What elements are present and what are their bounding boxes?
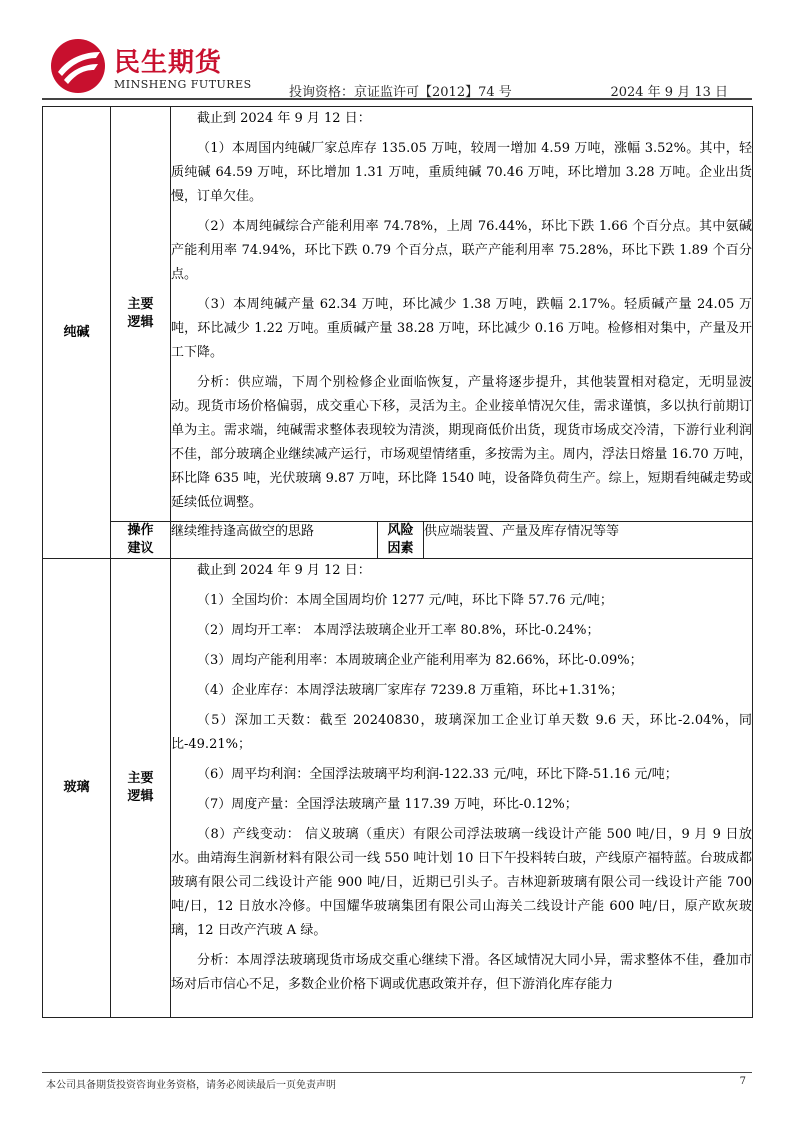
soda-analysis: 分析：供应端，下周个别检修企业面临恢复，产量将逐步提升，其他装置相对稳定，无明显波动。现货市场价格偏弱，成交重心下移，灵活为主。企业接单情况欠佳，需求谨慎，多以执行前期订单为主。需求端，纯碱需求整体表现较为清淡，期现商低价出货，现货市场成交冷清，下游行业利润不佳，部分玻璃企业继续减产运行，市场观望情绪重，多按需为主。周内，浮法日熔量 16.70 万吨，环比降 635 吨，光伏玻璃 9.87 万吨，环比降 1540 吨，设备降负荷生产。综上，短期看纯碱走势或延续低位调整。 (171, 375, 752, 510)
glass-logic-content (171, 559, 753, 1018)
glass-point-1: （1）全国均价：本周全国周均价 1277 元/吨，环比下降 57.76 元/吨； (197, 593, 613, 608)
soda-point-2: （2）本周纯碱综合产能利用率 74.78%，上周 76.44%，环比下跌 1.66 个百分点。其中氨碱产能利用率 74.94%，环比下跌 0.79 个百分点，联产产能利用率 75.28%，环比下跌 1.89 个百分点。 (171, 219, 752, 282)
commodity-table (42, 106, 753, 1018)
report-date: 2024 年 9 月 13 日 (610, 85, 728, 100)
page-number: 7 (739, 1076, 746, 1087)
glass-point-2: （2）周均开工率： 本周浮法玻璃企业开工率 80.8%，环比-0.24%； (197, 623, 600, 638)
glass-logic-row (43, 559, 753, 1018)
glass-analysis: 分析：本周浮法玻璃现货市场成交重心继续下滑。各区域情况大同小异，需求整体不佳，叠加市场对后市信心不足，多数企业价格下调或优惠政策并存，但下游消化库存能力 (171, 953, 752, 992)
glass-point-8: （8）产线变动： 信义玻璃（重庆）有限公司浮法玻璃一线设计产能 500 吨/日，9 月 9 日放水。曲靖海生润新材料有限公司一线 550 吨计划 10 日下午投料转白玻，产线原产福特蓝。台玻成都玻璃有限公司二线设计产能 900 吨/日，近期已引头子。吉林迎新玻璃有限公司一线设计产能 700 吨/日，12 日放水冷修。中国耀华玻璃集团有限公司山海关二线设计产能 600 吨/日，原产欧灰玻璃，12 日改产汽玻 A 绿。 (171, 827, 752, 938)
minsheng-logo-icon (50, 38, 106, 94)
soda-intro: 截止到 2024 年 9 月 12 日： (197, 111, 371, 126)
soda-advice-row (43, 522, 753, 559)
soda-logic-content (171, 107, 753, 522)
soda-risk-label: 风险 因素 (378, 522, 424, 559)
header-divider (42, 98, 752, 100)
category-soda: 纯碱 (43, 107, 111, 559)
glass-point-5: （5）深加工天数：截至 20240830，玻璃深加工企业订单天数 9.6 天，环比-2.04%，同比-49.21%； (171, 713, 752, 752)
soda-logic-label: 主要 逻辑 (111, 107, 171, 522)
footer-divider (42, 1072, 752, 1073)
footer-disclaimer: 本公司具备期货投资咨询业务资格，请务必阅读最后一页免责声明 (46, 1080, 336, 1091)
page-header (42, 38, 752, 102)
glass-logic-label: 主要 逻辑 (111, 559, 171, 1018)
category-glass: 玻璃 (43, 559, 111, 1018)
soda-point-3: （3）本周纯碱产量 62.34 万吨，环比减少 1.38 万吨，跌幅 2.17%。轻质碱产量 24.05 万吨，环比减少 1.22 万吨。重质碱产量 38.28 万吨，环比减少 0.16 万吨。检修相对集中，产量及开工下降。 (171, 297, 752, 360)
soda-point-1: （1）本周国内纯碱厂家总库存 135.05 万吨，较周一增加 4.59 万吨，涨幅 3.52%。其中，轻质纯碱 64.59 万吨，环比增加 1.31 万吨，重质纯碱 70.46 万吨，环比增加 3.28 万吨。企业出货慢，订单欠佳。 (171, 141, 752, 204)
soda-logic-row (43, 107, 753, 522)
soda-op-text: 继续维持逢高做空的思路 (171, 522, 378, 559)
glass-point-4: （4）企业库存：本周浮法玻璃厂家库存 7239.8 万重箱，环比+1.31%； (197, 683, 624, 698)
glass-intro: 截止到 2024 年 9 月 12 日： (197, 563, 371, 578)
soda-op-label: 操作 建议 (111, 522, 171, 559)
glass-point-3: （3）周均产能利用率：本周玻璃企业产能利用率为 82.66%，环比-0.09%； (197, 653, 643, 668)
glass-point-7: （7）周度产量：全国浮法玻璃产量 117.39 万吨，环比-0.12%； (197, 797, 578, 812)
license-text: 投询资格：京证监许可【2012】74 号 (289, 85, 512, 100)
glass-point-6: （6）周平均利润：全国浮法玻璃平均利润-122.33 元/吨，环比下降-51.16 元/吨； (197, 767, 678, 782)
brand-name-cn: 民生期货 (114, 48, 223, 78)
soda-risk-text: 供应端装置、产量及库存情况等等 (424, 522, 753, 559)
brand-name-en: MINSHENG FUTURES (114, 78, 252, 91)
